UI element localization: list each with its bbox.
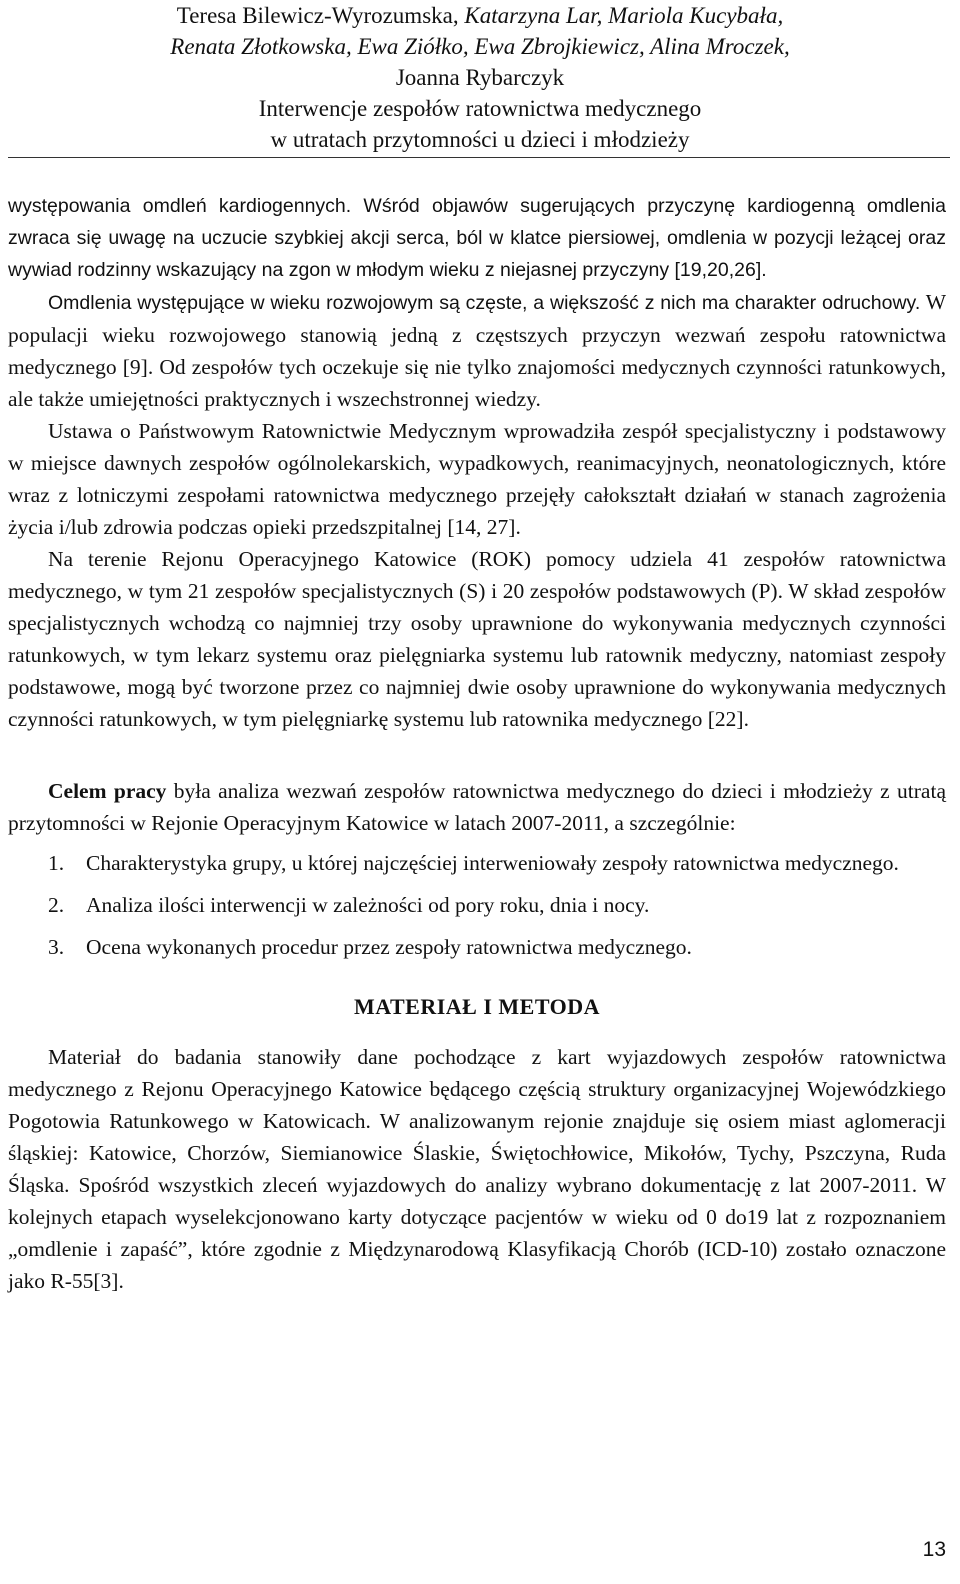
header-authors-line-2: Renata Złotkowska, Ewa Ziółko, Ewa Zbrojkiewicz, Alina Mroczek, [170, 34, 790, 59]
aim-bold-label: Celem pracy [48, 779, 167, 803]
header-title-line-2: w utratach przytomności u dzieci i młodzieży [270, 127, 690, 152]
spacer [8, 735, 946, 775]
running-header [0, 0, 960, 155]
header-divider [8, 157, 950, 158]
article-body [8, 190, 946, 1297]
header-authors-line-1 [0, 0, 960, 31]
list-item-text: Ocena wykonanych procedur przez zespoły ratownictwa medycznego. [86, 935, 692, 959]
paragraph-rok-teams: Na terenie Rejonu Operacyjnego Katowice (ROK) pomocy udziela 41 zespołów ratownictwa medycznego, w tym 21 zespołów specjalistycznych (S) i 20 zespołów podstawowych (P). W skład zespołów specjalistycznych wchodzą co najmniej trzy osoby uprawnione do wykonywania medycznych czynności ratunkowych, w tym lekarz systemu oraz pielęgniarka systemu lub ratownik medyczny, natomiast zespoły podstawowe, mogą być tworzone przez co najmniej dwie osoby uprawnione do wykonywania medycznych czynności ratunkowych, w tym pielęgniarkę systemu lub ratownika medycznego [22]. [8, 547, 946, 731]
list-number: 1. [48, 851, 65, 875]
section-heading: MATERIAŁ I METODA [353, 994, 601, 1019]
aims-list-item [8, 931, 946, 963]
aims-list [8, 847, 946, 963]
page-number: 13 [922, 1538, 946, 1561]
paragraph-developmental-age-sans: Omdlenia występujące w wieku rozwojowym są częste, a większość z nich ma charakter odruchowy. [48, 292, 921, 314]
list-number: 2. [48, 893, 65, 917]
aim-text: była analiza wezwań zespołów ratownictwa medycznego do dzieci i młodzieży z utratą przytomności w Rejonie Operacyjnym Katowice w latach 2007-2011, a szczególnie: [8, 779, 946, 835]
header-author-first: Teresa Bilewicz-Wyrozumska, [176, 3, 465, 28]
aims-list-item [8, 889, 946, 921]
paragraph-syncope-symptoms: występowania omdleń kardiogennych. Wśród objawów sugerujących przyczynę kardiogenną omdlenia zwraca się uwagę na uczucie szybkiej akcji serca, ból w klatce piersiowej, omdlenia w pozycji leżącej oraz wywiad rodzinny wskazujący na zgon w młodym wieku z niejasnej przyczyny [19,20,26]. [8, 195, 946, 281]
header-authors-italic-1: Katarzyna Lar, Mariola Kucybała, [464, 3, 784, 28]
paragraph-developmental-age [8, 286, 946, 415]
paragraph-act-on-rescue: Ustawa o Państwowym Ratownictwie Medycznym wprowadziła zespół specjalistyczny i podstawowy w miejsce dawnych zespołów ogólnolekarskich, wypadkowych, reanimacyjnych, neonatologicznych, które wraz z lotniczymi zespołami ratownictwa medycznego przejęły całokształt działań w stanach zagrożenia życia i/lub zdrowia podczas opieki przedszpitalnej [14, 27]. [8, 419, 946, 539]
list-item-text: Charakterystyka grupy, u której najczęściej interweniowały zespoły ratownictwa medycznego. [86, 851, 899, 875]
aims-list-item [8, 847, 946, 879]
list-item-text: Analiza ilości interwencji w zależności od pory roku, dnia i nocy. [86, 893, 650, 917]
paragraph-aim [8, 775, 946, 839]
paragraph-method: Materiał do badania stanowiły dane pochodzące z kart wyjazdowych zespołów ratownictwa medycznego z Rejonu Operacyjnego Katowice będącego częścią struktury organizacyjnej Wojewódzkiego Pogotowia Ratunkowego w Katowicach. W analizowanym rejonie znajduje się osiem miast aglomeracji śląskiej: Katowice, Chorzów, Siemianowice Ślaskie, Świętochłowice, Mikołów, Tychy, Pszczyna, Ruda Śląska. Spośród wszystkich zleceń wyjazdowych do analizy wybrano dokumentację z lat 2007-2011. W kolejnych etapach wyselekcjonowano karty dotyczące pacjentów w wieku od 0 do19 lat z rozpoznaniem „omdlenie i zapaść”, które zgodnie z Międzynarodową Klasyfikacją Chorób (ICD-10) zostało oznaczone jako R-55[3]. [8, 1045, 946, 1293]
header-authors-line-3: Joanna Rybarczyk [395, 65, 565, 90]
header-title-line-1: Interwencje zespołów ratownictwa medycznego [258, 96, 702, 121]
paragraph-developmental-age-serif: W populacji wieku rozwojowego stanowią jedną z częstszych przyczyn wezwań zespołu ratownictwa medycznego [9]. Od zespołów tych oczekuje się nie tylko znajomości medycznych czynności ratunkowych, ale także umiejętności praktycznych i wszechstronnej wiedzy. [8, 290, 946, 411]
list-number: 3. [48, 935, 65, 959]
